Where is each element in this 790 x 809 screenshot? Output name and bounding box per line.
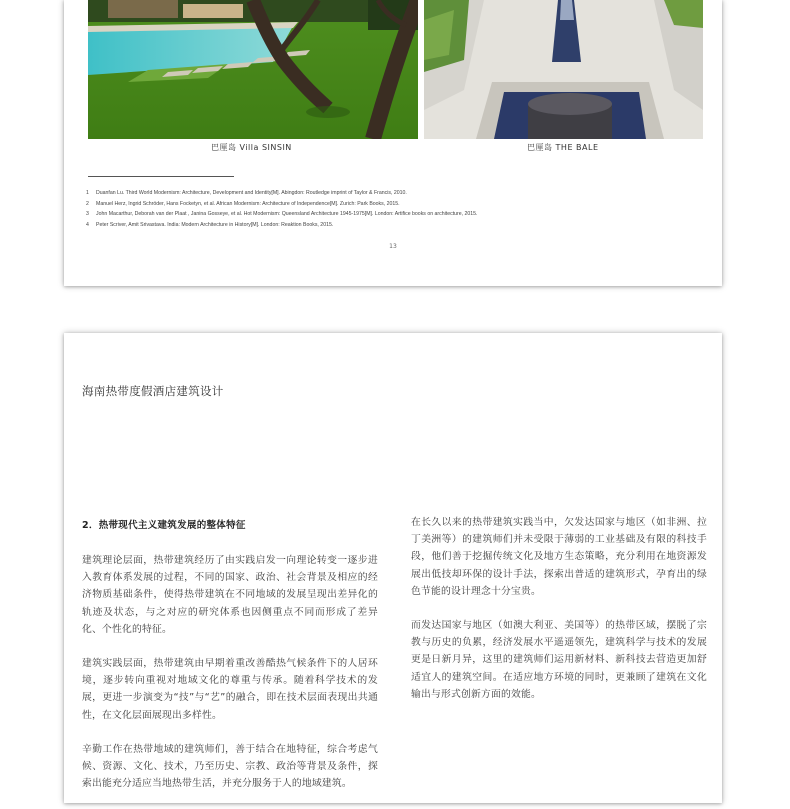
- running-title: 海南热带度假酒店建筑设计: [82, 384, 224, 398]
- footnote-text: John Macarthur, Deborah van der Plaat , Janina Gosseye, et al. Hot Modernism: Queensland Architecture 1945-1975[M]. London: Artifice books on architecture, 2015.: [96, 211, 478, 217]
- photo-caption: 巴厘岛 Villa SINSIN: [211, 143, 292, 152]
- body-paragraph: 建筑实践层面，热带建筑由早期着重改善酷热气候条件下的人居环境，逐步转向重视对地域文化的尊重与传承。随着科学技术的发展，更进一步演变为“技”与“艺”的融合，即在技术层面表现出共通性，在文化层面展现出多样性。: [82, 658, 378, 721]
- text-column-left: [82, 514, 378, 809]
- footnote-divider: [88, 176, 234, 177]
- water-channel-courtyard-icon: [424, 0, 703, 139]
- body-paragraph: 辛勤工作在热带地域的建筑师们，善于结合在地特征，综合考虑气候、资源、文化、技术，乃至历史、宗教、政治等背景及条件，探索出能充分适应当地热带生活，并充分服务于人的地域建筑。: [82, 743, 378, 790]
- resort-pool-garden-icon: [88, 0, 418, 139]
- footnote-text: Duanfan Lu. Third World Modernism: Architecture, Development and Identity[M]. Abingdon: Routledge imprint of Taylor & Francis, 2010.: [96, 190, 407, 196]
- page-number: 13: [389, 243, 397, 250]
- footnote-item: [86, 220, 706, 231]
- footnote-number: 2: [86, 200, 89, 207]
- footnote-item: [86, 188, 706, 199]
- book-page-14: [64, 333, 722, 803]
- footnote-item: [86, 209, 706, 220]
- body-paragraph: 建筑理论层面，热带建筑经历了由实践启发一向理论转变一逐步进入教育体系发展的过程，不同的国家、政治、社会背景及相应的经济物质基础条件，使得热带建筑在不同地域的发展呈现出差异化的轨迹及状态，与之对应的研究体系也因侧重点不同而形成了差异化、个性化的特征。: [82, 555, 378, 635]
- villa-sinsin-photo: [88, 0, 418, 139]
- footnote-list: [86, 188, 706, 230]
- footnote-number: 4: [86, 221, 89, 228]
- body-paragraph: 在长久以来的热带建筑实践当中，欠发达国家与地区（如非洲、拉丁美洲等）的建筑师们并未受限于薄弱的工业基础及有限的科技手段，他们善于挖掘传统文化及地方生态策略，充分利用在地资源发展出低技却环保的设计手法，探索出普适的建筑形式，孕育出的绿色节能的设计理念十分宝贵。: [411, 517, 707, 597]
- body-paragraph: 而发达国家与地区（如澳大利亚、美国等）的热带区域，摆脱了宗教与历史的负累，经济发展水平遥遥领先，建筑科学与技术的发展更是日新月异，这里的建筑师们运用新材料、新科技去营造更加舒适宜人的建筑空间。在适应地方环境的同时，更兼顾了建筑在文化输出与形式创新方面的效能。: [411, 620, 707, 700]
- footnote-text: Peter Scriver, Amit Srivastava. India: Modern Architecture in History[M]. London: Reaktion Books, 2015.: [96, 221, 334, 228]
- footnote-number: 1: [86, 190, 89, 196]
- footnote-item: [86, 199, 706, 210]
- text-column-right: [411, 514, 707, 720]
- the-bale-photo: [424, 0, 703, 139]
- footnote-text: Manuel Herz, Ingrid Schröder, Hans Focketyn, et al. African Modernism: Architecture of Independence[M]. Zurich: Park Books, 2015.: [96, 200, 400, 207]
- book-page-13: [64, 0, 722, 286]
- photo-caption: 巴厘岛 THE BALE: [527, 143, 599, 152]
- section-heading: 2．热带现代主义建筑发展的整体特征: [82, 520, 246, 531]
- footnote-number: 3: [86, 211, 89, 217]
